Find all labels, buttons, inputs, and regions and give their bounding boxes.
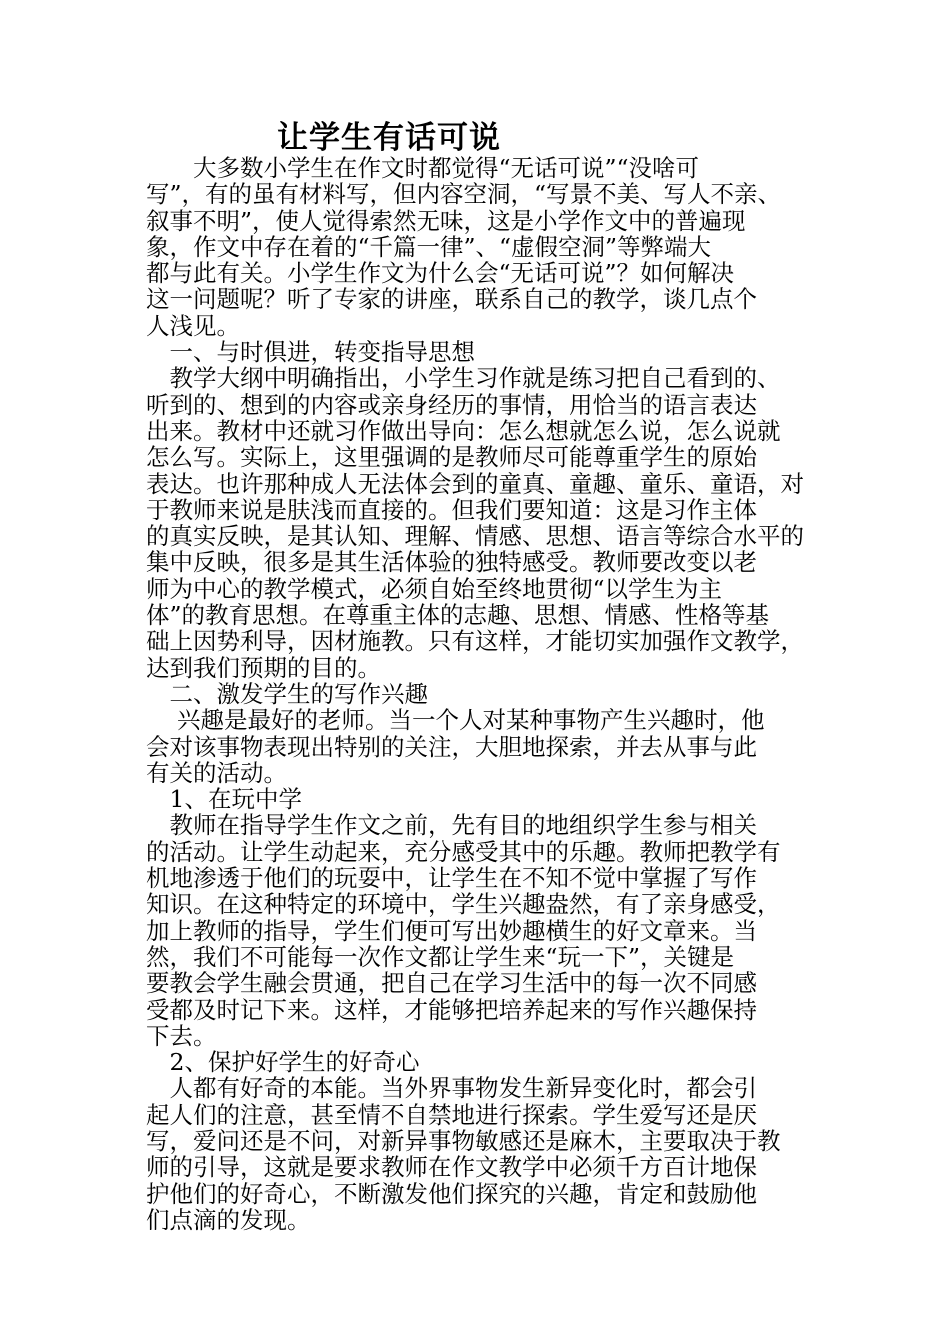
body-line: 加上教师的指导，学生们便可写出妙趣横生的好文章来。当 bbox=[146, 916, 757, 945]
body-line: 于教师来说是肤浅而直接的。但我们要知道：这是习作主体 bbox=[146, 495, 757, 524]
body-line: 表达。也许那种成人无法体会到的童真、童趣、童乐、童语，对 bbox=[146, 469, 804, 498]
body-line: 写”，有的虽有材料写，但内容空洞，“写景不美、写人不亲、 bbox=[146, 180, 782, 209]
body-line: 护他们的好奇心，不断激发他们探究的兴趣，肯定和鼓励他 bbox=[146, 1179, 757, 1208]
body-line: 知识。在这种特定的环境中，学生兴趣盎然，有了亲身感受， bbox=[146, 890, 781, 919]
body-line: 要教会学生融会贯通，把自己在学习生活中的每一次不同感 bbox=[146, 969, 757, 998]
body-line: 础上因势利导，因材施教。只有这样，才能切实加强作文教学， bbox=[146, 627, 804, 656]
body-line: 兴趣是最好的老师。当一个人对某种事物产生兴趣时，他 bbox=[146, 706, 765, 735]
body-line: 人都有好奇的本能。当外界事物发生新异变化时，都会引 bbox=[146, 1074, 757, 1103]
body-line: 体”的教育思想。在尊重主体的志趣、思想、情感、性格等基 bbox=[146, 601, 770, 630]
body-line: 1、在玩中学 bbox=[146, 785, 302, 814]
body-line: 象，作文中存在着的“千篇一律”、“虚假空洞”等弊端大 bbox=[146, 232, 712, 261]
body-line: 叙事不明”，使人觉得索然无味，这是小学作文中的普遍现 bbox=[146, 206, 746, 235]
body-line: 们点滴的发现。 bbox=[146, 1205, 311, 1234]
body-line: 都与此有关。小学生作文为什么会“无话可说”？如何解决 bbox=[146, 259, 735, 288]
body-line: 师的引导，这就是要求教师在作文教学中必须千方百计地保 bbox=[146, 1153, 757, 1182]
body-line: 人浅见。 bbox=[146, 311, 240, 340]
body-line: 有关的活动。 bbox=[146, 758, 287, 787]
body-line: 的真实反映，是其认知、理解、情感、思想、语言等综合水平的 bbox=[146, 522, 804, 551]
body-line: 教学大纲中明确指出，小学生习作就是练习把自己看到的、 bbox=[146, 364, 781, 393]
body-line: 一、与时俱进，转变指导思想 bbox=[146, 338, 475, 367]
body-line: 二、激发学生的写作兴趣 bbox=[146, 679, 428, 708]
body-line: 的活动。让学生动起来，充分感受其中的乐趣。教师把教学有 bbox=[146, 837, 781, 866]
body-line: 会对该事物表现出特别的关注，大胆地探索，并去从事与此 bbox=[146, 732, 757, 761]
document-title: 让学生有话可说 bbox=[277, 120, 501, 156]
body-line: 写，爱问还是不问，对新异事物敏感还是麻木，主要取决于教 bbox=[146, 1126, 781, 1155]
body-line: 怎么写。实际上，这里强调的是教师尽可能尊重学生的原始 bbox=[146, 443, 757, 472]
body-line: 听到的、想到的内容或亲身经历的事情，用恰当的语言表达 bbox=[146, 390, 757, 419]
body-line: 师为中心的教学模式，必须自始至终地贯彻“以学生为主 bbox=[146, 574, 723, 603]
body-line: 集中反映，很多是其生活体验的独特感受。教师要改变以老 bbox=[146, 548, 757, 577]
body-line: 起人们的注意，甚至情不自禁地进行探索。学生爱写还是厌 bbox=[146, 1100, 757, 1129]
body-line: 出来。教材中还就习作做出导向：怎么想就怎么说，怎么说就 bbox=[146, 416, 781, 445]
body-line: 大多数小学生在作文时都觉得“无话可说”“没啥可 bbox=[146, 154, 700, 182]
body-line: 然，我们不可能每一次作文都让学生来“玩一下”，关键是 bbox=[146, 942, 735, 971]
body-line: 受都及时记下来。这样，才能够把培养起来的写作兴趣保持 bbox=[146, 995, 757, 1024]
body-line: 机地渗透于他们的玩耍中，让学生在不知不觉中掌握了写作 bbox=[146, 864, 757, 893]
body-line: 下去。 bbox=[146, 1021, 217, 1050]
body-line: 这一问题呢？听了专家的讲座，联系自己的教学，谈几点个 bbox=[146, 285, 757, 314]
body-line: 2、保护好学生的好奇心 bbox=[146, 1048, 420, 1077]
body-line: 达到我们预期的目的。 bbox=[146, 653, 381, 682]
document-body bbox=[146, 155, 826, 1233]
body-line: 教师在指导学生作文之前，先有目的地组织学生参与相关 bbox=[146, 811, 757, 840]
